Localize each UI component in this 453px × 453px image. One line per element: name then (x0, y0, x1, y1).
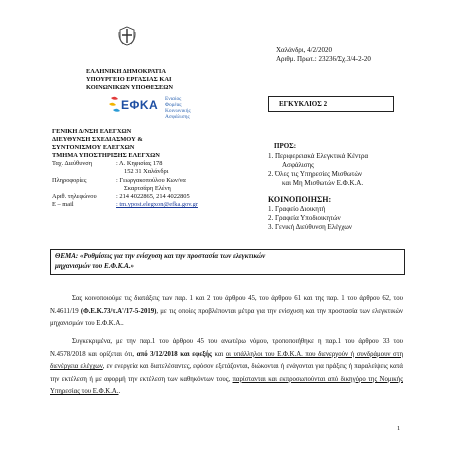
subject-line-1: ΘΕΜΑ: «Ρυθμίσεις για την ενίσχυση και την προστασία των ελεγκτικών (55, 252, 266, 260)
to-item-2: 2. Όλες τις Υπηρεσίες Μισθωτών (268, 170, 363, 178)
gov-line-2: ΥΠΟΥΡΓΕΙΟ ΕΡΓΑΣΙΑΣ ΚΑΙ (86, 76, 172, 83)
phone-value: : 214 4022865, 214 4022805 (116, 193, 190, 200)
phone-label: Αριθ. τηλεφώνου (52, 193, 97, 200)
address-value-2: 152 31 Χαλάνδρι (124, 168, 169, 175)
p2-text-c: , εν ενεργεία και διατελέσαντες, εφόσον εξετάζονται, διώκονται ή ενάγονται για πράξεις ή παραλείψεις κατά την εκτέλεση ή με αφορμή την εκτέλεση των καθηκόντων τους, (50, 363, 403, 383)
p2-date-bold: από 3/12/2018 και εφεξής (136, 350, 212, 358)
coat-of-arms-icon (118, 26, 136, 46)
cc-title: ΚΟΙΝΟΠΟΙΗΣΗ: (268, 195, 332, 204)
p2-underlined-2: παρίστανται και εκπροσωπούνται από δικηγόρο της Νομικής Υπηρεσίας του Ε.Φ.Κ.Α. (50, 375, 403, 396)
page-number: 1 (397, 425, 401, 432)
p2-text-a: Συγκεκριμένα, με την παρ.1 του άρθρου 45 του ανωτέρω νόμου, τροποποιήθηκε η παρ.1 του άρθρου 33 του Ν.4578/2018 και ορίζεται ότι, (50, 338, 403, 358)
logo-tagline-1: Ενιαίος (165, 96, 182, 102)
directorate-line-4: ΤΜΗΜΑ ΥΠΟΣΤΗΡΙΞΗΣ ΕΛΕΓΧΩΝ (52, 152, 160, 159)
address-label: Ταχ. Διεύθυνση (52, 160, 93, 167)
cc-item-2: 2. Γραφεία Υποδιοικητών (268, 214, 341, 222)
to-item-1-cont: Ασφάλισης (282, 161, 314, 169)
protocol-number: Αριθμ. Πρωτ.: 23236/Σχ.3/4-2-20 (276, 55, 371, 63)
email-link[interactable]: : tm.ypost.elegxon@efka.gov.gr (116, 201, 198, 208)
gov-line-1: ΕΛΛΗΝΙΚΗ ΔΗΜΟΚΡΑΤΙΑ (86, 68, 166, 75)
p2-text-d: . (118, 388, 121, 396)
cc-item-1: 1. Γραφείο Διοικητή (268, 205, 326, 213)
p1-fek-ref: (Φ.Ε.Κ.73/τ.Α'/17-5-2019) (80, 307, 157, 315)
p1-text-b: , με τις οποίες προβλέπονται μέτρα για την ενίσχυση και την προστασία των ελεγκτικών μηχανισμών του Ε.Φ.Κ.Α.. (50, 307, 403, 328)
subject-box (50, 249, 405, 275)
efka-logo-text: ΕΦΚΑ (121, 98, 159, 112)
efka-logo (107, 94, 159, 118)
to-title: ΠΡΟΣ: (274, 142, 297, 150)
p2-text-b: και (211, 350, 226, 358)
cc-item-3: 3. Γενική Διεύθυνση Ελέγχων (268, 223, 352, 231)
to-item-2-cont: και Μη Μισθωτών Ε.Φ.Κ.Α. (282, 179, 364, 187)
info-value: : Γεωργακοπούλου Κων/να (116, 177, 186, 184)
circular-box (268, 96, 394, 112)
info-label: Πληροφορίες (52, 177, 87, 184)
email-label: E – mail (52, 201, 74, 208)
address-value: : Λ. Κηφισίας 178 (116, 160, 163, 167)
logo-tagline-4: Ασφάλισης (165, 114, 190, 120)
p2-underlined-1: οι υπάλληλοι του Ε.Φ.Κ.Α. που διενεργούν ή συνδράμουν στη διενέργεια ελέγχων (50, 350, 404, 371)
gov-line-3: ΚΟΙΝΩΝΙΚΩΝ ΥΠΟΘΕΣΕΩΝ (86, 84, 174, 91)
circular-title: ΕΓΚΥΚΛΙΟΣ 2 (279, 100, 328, 108)
directorate-line-1: ΓΕΝΙΚΗ Δ/ΝΣΗ ΕΛΕΓΧΩΝ (52, 128, 132, 135)
subject-line-2: μηχανισμών του Ε.Φ.Κ.Α.» (55, 262, 134, 270)
body-paragraph-1 (50, 293, 403, 331)
logo-tagline-3: Κοινωνικής (165, 108, 191, 114)
logo-tagline-2: Φορέας (165, 102, 182, 108)
directorate-line-2: ΔΙΕΥΘΥΝΣΗ ΣΧΕΔΙΑΣΜΟΥ & (52, 136, 143, 143)
directorate-line-3: ΣΥΝΤΟΝΙΣΜΟΥ ΕΛΕΓΧΩΝ (52, 144, 135, 151)
p1-text-a: Σας κοινοποιούμε τις διατάξεις των παρ. 1 και 2 του άρθρου 45, του άρθρου 61 και της παρ. 1 του άρθρου 62, του Ν.4611/19 (50, 295, 403, 315)
info-value-2: Σκαρτσάρη Ελένη (124, 185, 171, 192)
place-date: Χαλάνδρι, 4/2/2020 (276, 46, 333, 54)
to-item-1: 1. Περιφερειακά Ελεγκτικά Κέντρα (268, 152, 369, 160)
body-paragraph-2 (50, 336, 403, 399)
